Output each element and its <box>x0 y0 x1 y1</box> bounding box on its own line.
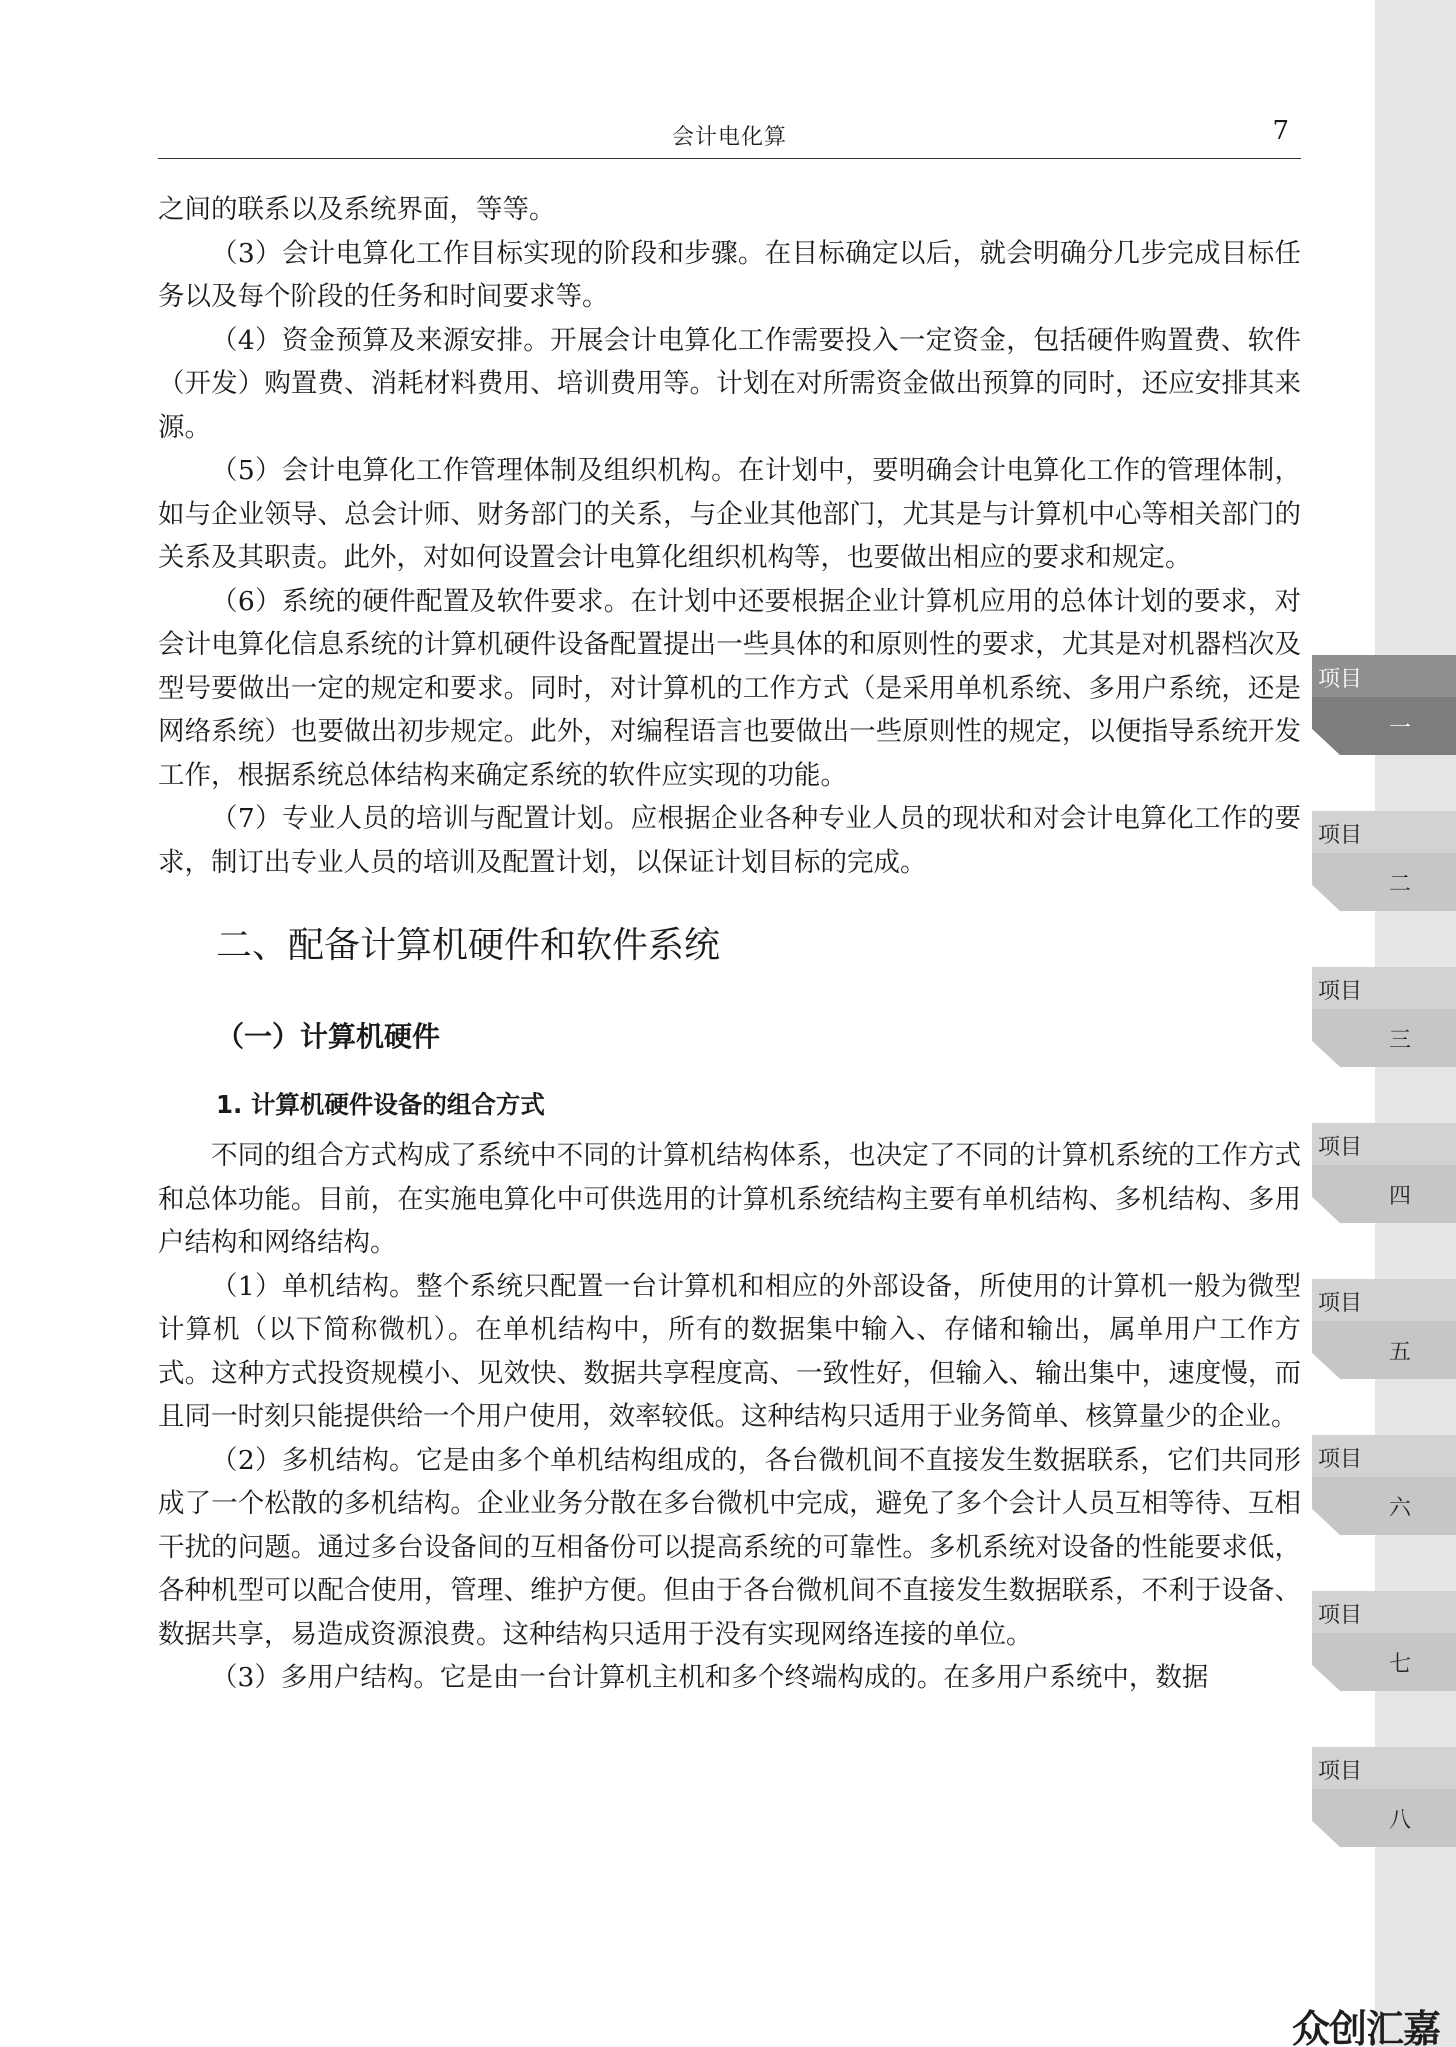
side-tab-project-3[interactable] <box>1312 967 1456 1067</box>
side-tab-project-1[interactable] <box>1312 655 1456 755</box>
side-tab-label: 项目 <box>1318 823 1363 848</box>
side-tab-label: 项目 <box>1318 1759 1363 1784</box>
side-tab-project-8[interactable] <box>1312 1747 1456 1847</box>
side-tab-project-5[interactable] <box>1312 1279 1456 1379</box>
side-tab-project-6[interactable] <box>1312 1435 1456 1535</box>
side-tab-number: 三 <box>1388 1028 1411 1053</box>
side-tab-number: 七 <box>1388 1652 1411 1677</box>
side-tab-number: 六 <box>1388 1496 1411 1521</box>
side-tab-label: 项目 <box>1318 1291 1363 1316</box>
side-tab-label: 项目 <box>1318 1603 1363 1628</box>
side-tab-label: 项目 <box>1318 1135 1363 1160</box>
side-tab-number: 二 <box>1388 872 1411 897</box>
header-title: 会计电化算 <box>671 125 787 150</box>
subsubsection-heading: 1. 计算机硬件设备的组合方式 <box>216 1090 545 1119</box>
side-tab-label: 项目 <box>1318 1447 1363 1472</box>
paragraph: （3）多用户结构。它是由一台计算机主机和多个终端构成的。在多用户系统中，数据 <box>211 1662 1209 1693</box>
side-tab-project-2[interactable] <box>1312 811 1456 911</box>
page-number: 7 <box>1272 116 1289 146</box>
paragraph: （5）会计电算化工作管理体制及组织机构。在计划中，要明确会计电算化工作的管理体制，如与企业领导、总会计师、财务部门的关系，与企业其他部门，尤其是与计算机中心等相关部门的关系及其职责。此外，对如何设置会计电算化组织机构等，也要做出相应的要求和规定。 <box>158 455 1301 573</box>
page-body <box>158 188 1301 1700</box>
side-tab-project-7[interactable] <box>1312 1591 1456 1691</box>
watermark-logo: 众创汇嘉 <box>1292 2007 1441 2047</box>
side-tab-number: 四 <box>1388 1184 1411 1209</box>
side-tab-label: 项目 <box>1318 979 1363 1004</box>
side-tab-project-4[interactable] <box>1312 1123 1456 1223</box>
paragraph: （6）系统的硬件配置及软件要求。在计划中还要根据企业计算机应用的总体计划的要求，对会计电算化信息系统的计算机硬件设备配置提出一些具体的和原则性的要求，尤其是对机器档次及型号要做出一定的规定和要求。同时，对计算机的工作方式（是采用单机系统、多用户系统，还是网络系统）也要做出初步规定。此外，对编程语言也要做出一些原则性的规定，以便指导系统开发工作，根据系统总体结构来确定系统的软件应实现的功能。 <box>158 585 1301 791</box>
paragraph: （1）单机结构。整个系统只配置一台计算机和相应的外部设备，所使用的计算机一般为微型计算机（以下简称微机）。在单机结构中，所有的数据集中输入、存储和输出，属单用户工作方式。这种方式投资规模小、见效快、数据共享程度高、一致性好，但输入、输出集中，速度慢，而且同一时刻只能提供给一个用户使用，效率较低。这种结构只适用于业务简单、核算量少的企业。 <box>158 1270 1301 1432</box>
paragraph: （3）会计电算化工作目标实现的阶段和步骤。在目标确定以后，就会明确分几步完成目标任务以及每个阶段的任务和时间要求等。 <box>158 237 1301 312</box>
paragraph: 不同的组合方式构成了系统中不同的计算机结构体系，也决定了不同的计算机系统的工作方式和总体功能。目前，在实施电算化中可供选用的计算机系统结构主要有单机结构、多机结构、多用户结构和网络结构。 <box>158 1140 1301 1258</box>
side-tab-number: 一 <box>1388 716 1411 741</box>
running-header <box>158 112 1301 159</box>
paragraph: （4）资金预算及来源安排。开展会计电算化工作需要投入一定资金，包括硬件购置费、软件（开发）购置费、消耗材料费用、培训费用等。计划在对所需资金做出预算的同时，还应安排其来源。 <box>158 324 1301 443</box>
side-tab-number: 八 <box>1388 1808 1411 1833</box>
paragraph: 之间的联系以及系统界面，等等。 <box>158 194 556 225</box>
paragraph: （7）专业人员的培训与配置计划。应根据企业各种专业人员的现状和对会计电算化工作的要求，制订出专业人员的培训及配置计划，以保证计划目标的完成。 <box>158 803 1301 878</box>
paragraph: （2）多机结构。它是由多个单机结构组成的，各台微机间不直接发生数据联系，它们共同形成了一个松散的多机结构。企业业务分散在多台微机中完成，避免了多个会计人员互相等待、互相干扰的问题。通过多台设备间的互相备份可以提高系统的可靠性。多机系统对设备的性能要求低，各种机型可以配合使用，管理、维护方便。但由于各台微机间不直接发生数据联系，不利于设备、数据共享，易造成资源浪费。这种结构只适用于没有实现网络连接的单位。 <box>158 1444 1301 1650</box>
subsection-heading: （一）计算机硬件 <box>216 1020 441 1053</box>
section-heading: 二、配备计算机硬件和软件系统 <box>216 925 721 966</box>
side-tab-number: 五 <box>1388 1340 1411 1365</box>
side-tab-label: 项目 <box>1318 667 1363 692</box>
